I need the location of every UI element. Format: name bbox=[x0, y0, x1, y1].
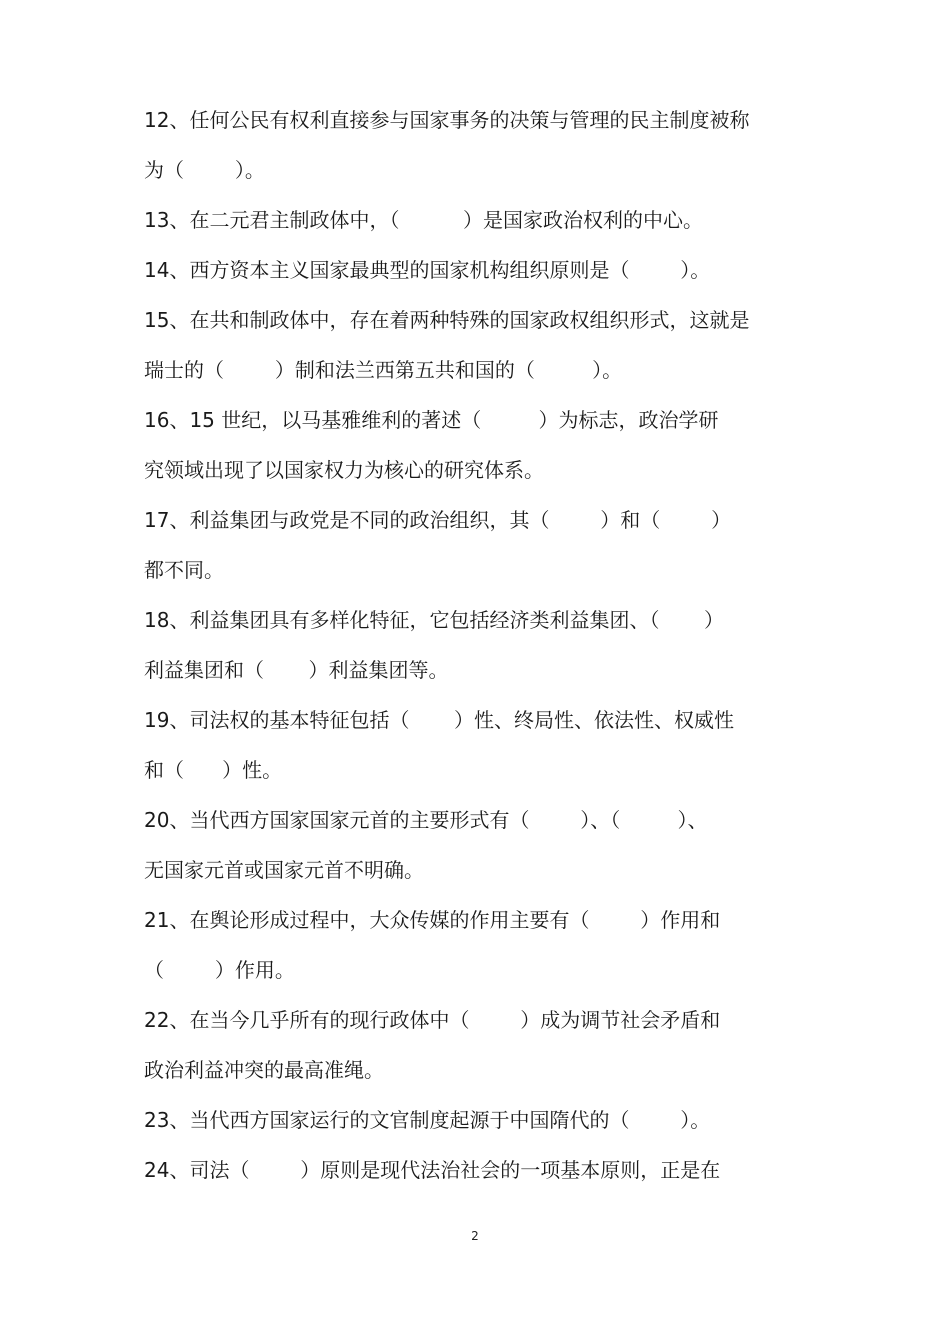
question-16-line-1: 16、15 世纪，以马基雅维利的著述（ ）为标志，政治学研 bbox=[144, 408, 719, 432]
question-20-line-1: 20、当代西方国家国家元首的主要形式有（ ）、（ ）、 bbox=[144, 808, 708, 832]
question-18-line-1: 18、利益集团具有多样化特征，它包括经济类利益集团、（ ） bbox=[144, 608, 724, 632]
question-21-line-1: 21、在舆论形成过程中，大众传媒的作用主要有（ ）作用和 bbox=[144, 908, 721, 932]
question-17-line-2: 都不同。 bbox=[144, 558, 224, 582]
question-12-line-1: 12、任何公民有权利直接参与国家事务的决策与管理的民主制度被称 bbox=[144, 108, 750, 132]
question-23-line-1: 23、当代西方国家运行的文官制度起源于中国隋代的（ ）。 bbox=[144, 1108, 711, 1132]
question-21-line-2: （ ）作用。 bbox=[144, 958, 295, 982]
question-22-line-1: 22、在当今几乎所有的现行政体中（ ）成为调节社会矛盾和 bbox=[144, 1008, 721, 1032]
question-12-line-2: 为（ ）。 bbox=[144, 158, 265, 182]
question-18-line-2: 利益集团和（ ）利益集团等。 bbox=[144, 658, 449, 682]
question-19-line-1: 19、司法权的基本特征包括（ ）性、终局性、依法性、权威性 bbox=[144, 708, 734, 732]
question-19-line-2: 和（ ）性。 bbox=[144, 758, 283, 782]
question-15-line-2: 瑞士的（ ）制和法兰西第五共和国的（ ）。 bbox=[144, 358, 623, 382]
page-number: 2 bbox=[471, 1229, 479, 1243]
question-14-line-1: 14、西方资本主义国家最典型的国家机构组织原则是（ ）。 bbox=[144, 258, 711, 282]
question-20-line-2: 无国家元首或国家元首不明确。 bbox=[144, 858, 424, 882]
question-13-line-1: 13、在二元君主制政体中，（ ）是国家政治权利的中心。 bbox=[144, 208, 704, 232]
question-15-line-1: 15、在共和制政体中，存在着两种特殊的国家政权组织形式，这就是 bbox=[144, 308, 750, 332]
question-16-line-2: 究领域出现了以国家权力为核心的研究体系。 bbox=[144, 458, 544, 482]
question-22-line-2: 政治利益冲突的最高准绳。 bbox=[144, 1058, 384, 1082]
question-17-line-1: 17、利益集团与政党是不同的政治组织，其（ ）和（ ） bbox=[144, 508, 732, 532]
question-24-line-1: 24、司法（ ）原则是现代法治社会的一项基本原则，正是在 bbox=[144, 1158, 721, 1182]
